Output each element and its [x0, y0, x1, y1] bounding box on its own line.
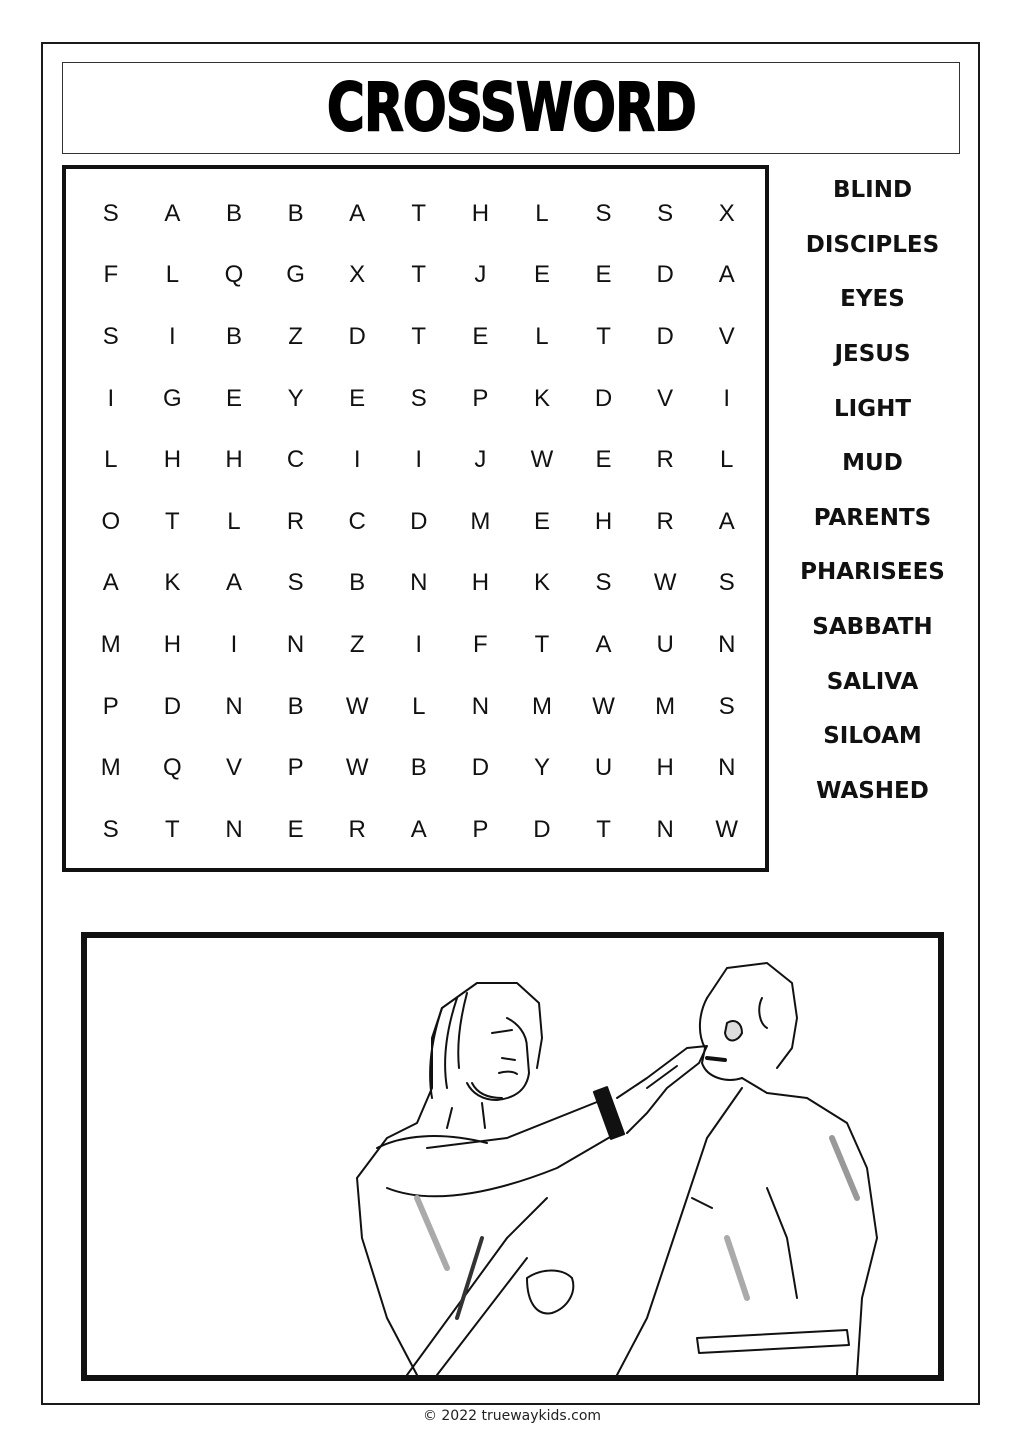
grid-cell[interactable]: M — [470, 507, 491, 535]
grid-cell[interactable]: N — [225, 815, 243, 843]
word-list-item: PHARISEES — [800, 559, 945, 586]
grid-cell[interactable]: E — [287, 815, 304, 843]
grid-cell[interactable]: W — [592, 692, 615, 720]
grid-cell[interactable]: S — [657, 199, 674, 227]
word-list-item: SILOAM — [823, 723, 922, 750]
grid-cell[interactable]: A — [349, 199, 366, 227]
grid-cell[interactable]: L — [535, 199, 549, 227]
grid-cell[interactable]: S — [718, 569, 735, 597]
grid-cell[interactable]: I — [107, 384, 115, 412]
grid-cell[interactable]: E — [533, 507, 550, 535]
grid-cell[interactable]: E — [472, 322, 489, 350]
grid-cell[interactable]: D — [348, 322, 366, 350]
grid-cell[interactable]: H — [163, 446, 182, 474]
word-search-grid — [80, 183, 758, 861]
grid-cell[interactable]: W — [345, 754, 369, 782]
grid-cell[interactable]: A — [410, 815, 427, 843]
grid-cell[interactable]: N — [410, 569, 428, 597]
grid-cell[interactable]: P — [472, 384, 489, 412]
grid-cell[interactable]: E — [595, 261, 612, 289]
grid-cell[interactable]: D — [471, 754, 490, 782]
grid-cell[interactable]: L — [165, 261, 180, 289]
word-list-item: DISCIPLES — [805, 231, 940, 258]
grid-cell[interactable]: H — [594, 507, 613, 535]
grid-cell[interactable]: S — [102, 815, 119, 843]
grid-cell[interactable]: K — [164, 569, 181, 597]
grid-cell[interactable]: H — [471, 199, 490, 227]
grid-cell[interactable]: A — [225, 569, 242, 597]
word-list-item: BLIND — [832, 177, 913, 204]
grid-cell[interactable]: N — [471, 692, 490, 720]
word-list-item: SABBATH — [812, 614, 933, 641]
grid-cell[interactable]: M — [100, 754, 121, 782]
grid-cell[interactable]: Y — [287, 384, 304, 412]
grid-cell[interactable]: T — [411, 199, 427, 227]
grid-cell[interactable]: I — [230, 630, 238, 658]
grid-cell[interactable]: W — [530, 446, 554, 474]
grid-cell[interactable]: G — [163, 384, 182, 412]
grid-cell[interactable]: G — [286, 261, 305, 289]
grid-cell[interactable]: T — [596, 815, 611, 843]
word-list-item: MUD — [842, 450, 903, 477]
illustration-panel — [81, 932, 944, 1381]
grid-cell[interactable]: I — [415, 446, 423, 474]
grid-cell[interactable]: C — [348, 507, 366, 535]
grid-cell[interactable]: V — [225, 754, 242, 782]
word-list-item: EYES — [840, 286, 905, 313]
grid-cell[interactable]: M — [531, 692, 552, 720]
grid-cell[interactable]: Y — [533, 754, 550, 782]
grid-cell[interactable]: I — [169, 322, 176, 350]
grid-cell[interactable]: I — [723, 384, 731, 412]
grid-cell[interactable]: D — [656, 261, 674, 289]
title-box — [62, 62, 960, 154]
grid-cell[interactable]: B — [225, 322, 242, 350]
grid-cell[interactable]: T — [411, 261, 427, 289]
grid-cell[interactable]: C — [286, 446, 305, 474]
grid-cell[interactable]: D — [533, 815, 551, 843]
illustration-jesus-healing-blind-man — [87, 938, 938, 1375]
grid-cell[interactable]: N — [718, 630, 736, 658]
word-list-item: LIGHT — [833, 395, 912, 422]
grid-cell[interactable]: L — [227, 507, 241, 535]
grid-cell[interactable]: T — [596, 322, 611, 350]
grid-cell[interactable]: R — [286, 507, 305, 535]
grid-cell[interactable]: H — [225, 446, 243, 474]
grid-cell[interactable]: R — [656, 507, 674, 535]
grid-cell[interactable]: B — [287, 199, 304, 227]
grid-cell[interactable]: R — [656, 446, 674, 474]
grid-cell[interactable]: S — [102, 322, 119, 350]
grid-cell[interactable]: W — [653, 569, 677, 597]
grid-cell[interactable]: J — [474, 261, 487, 289]
grid-cell[interactable]: Q — [224, 261, 244, 289]
grid-cell[interactable]: J — [474, 446, 487, 474]
page-title: CROSSWORD — [326, 69, 696, 146]
grid-cell[interactable]: U — [594, 754, 613, 782]
word-list-item: SALIVA — [826, 668, 919, 695]
grid-cell[interactable]: N — [286, 630, 305, 658]
grid-cell[interactable]: D — [594, 384, 613, 412]
grid-cell[interactable]: P — [102, 692, 119, 720]
word-list — [790, 163, 955, 818]
grid-cell[interactable]: B — [225, 199, 242, 227]
grid-cell[interactable]: V — [718, 322, 735, 350]
grid-cell[interactable]: O — [101, 507, 121, 535]
grid-cell[interactable]: L — [104, 446, 118, 474]
grid-cell[interactable]: E — [349, 384, 366, 412]
grid-cell[interactable]: T — [534, 630, 550, 658]
grid-cell[interactable]: D — [410, 507, 428, 535]
footer-copyright: © 2022 truewaykids.com — [422, 1408, 602, 1424]
grid-cell[interactable]: I — [353, 446, 361, 474]
grid-cell[interactable]: K — [533, 569, 550, 597]
grid-cell[interactable]: I — [415, 630, 423, 658]
grid-cell[interactable]: H — [656, 754, 674, 782]
grid-cell[interactable]: S — [595, 199, 612, 227]
grid-cell[interactable]: H — [163, 630, 182, 658]
grid-cell[interactable]: N — [225, 692, 243, 720]
grid-cell[interactable]: A — [718, 261, 735, 289]
grid-cell[interactable]: T — [165, 507, 180, 535]
grid-cell[interactable]: L — [720, 446, 734, 474]
grid-cell[interactable]: Q — [163, 754, 182, 782]
grid-cell[interactable]: Z — [349, 630, 365, 658]
grid-cell[interactable]: B — [349, 569, 366, 597]
grid-cell[interactable]: F — [473, 630, 488, 658]
grid-cell[interactable]: U — [656, 630, 674, 658]
grid-cell[interactable]: V — [657, 384, 674, 412]
grid-cell[interactable]: L — [412, 692, 426, 720]
grid-cell[interactable]: Z — [288, 322, 303, 350]
grid-cell[interactable]: B — [410, 754, 427, 782]
grid-cell[interactable]: S — [287, 569, 304, 597]
grid-cell[interactable]: K — [533, 384, 550, 412]
grid-cell[interactable]: M — [655, 692, 676, 720]
grid-cell[interactable]: N — [718, 754, 736, 782]
grid-cell[interactable]: W — [715, 815, 739, 843]
grid-cell[interactable]: P — [287, 754, 304, 782]
grid-cell[interactable]: S — [102, 199, 119, 227]
grid-cell[interactable]: X — [349, 261, 366, 289]
grid-cell[interactable]: X — [718, 199, 735, 227]
grid-cell[interactable]: A — [102, 569, 119, 597]
grid-cell[interactable]: S — [410, 384, 427, 412]
grid-cell[interactable]: B — [287, 692, 304, 720]
grid-cell[interactable]: S — [595, 569, 612, 597]
word-list-item: WASHED — [816, 777, 929, 804]
grid-cell[interactable]: P — [472, 815, 489, 843]
grid-cell[interactable]: W — [345, 692, 369, 720]
grid-cell[interactable]: A — [595, 630, 612, 658]
grid-cell[interactable]: T — [411, 322, 427, 350]
word-list-item: PARENTS — [813, 504, 932, 531]
grid-cell[interactable]: R — [348, 815, 366, 843]
grid-cell[interactable]: E — [225, 384, 242, 412]
grid-cell[interactable]: F — [103, 261, 119, 289]
grid-cell[interactable]: N — [656, 815, 674, 843]
grid-cell[interactable]: D — [163, 692, 182, 720]
grid-cell[interactable]: L — [535, 322, 549, 350]
grid-cell[interactable]: H — [471, 569, 490, 597]
grid-cell[interactable]: A — [164, 199, 181, 227]
word-search-grid-box — [62, 165, 769, 872]
grid-cell[interactable]: E — [595, 446, 612, 474]
grid-cell[interactable]: D — [656, 322, 674, 350]
grid-cell[interactable]: E — [533, 261, 550, 289]
grid-cell[interactable]: A — [718, 507, 735, 535]
word-list-item: JESUS — [834, 341, 911, 368]
grid-cell[interactable]: T — [165, 815, 180, 843]
grid-cell[interactable]: S — [718, 692, 735, 720]
grid-cell[interactable]: M — [100, 630, 121, 658]
